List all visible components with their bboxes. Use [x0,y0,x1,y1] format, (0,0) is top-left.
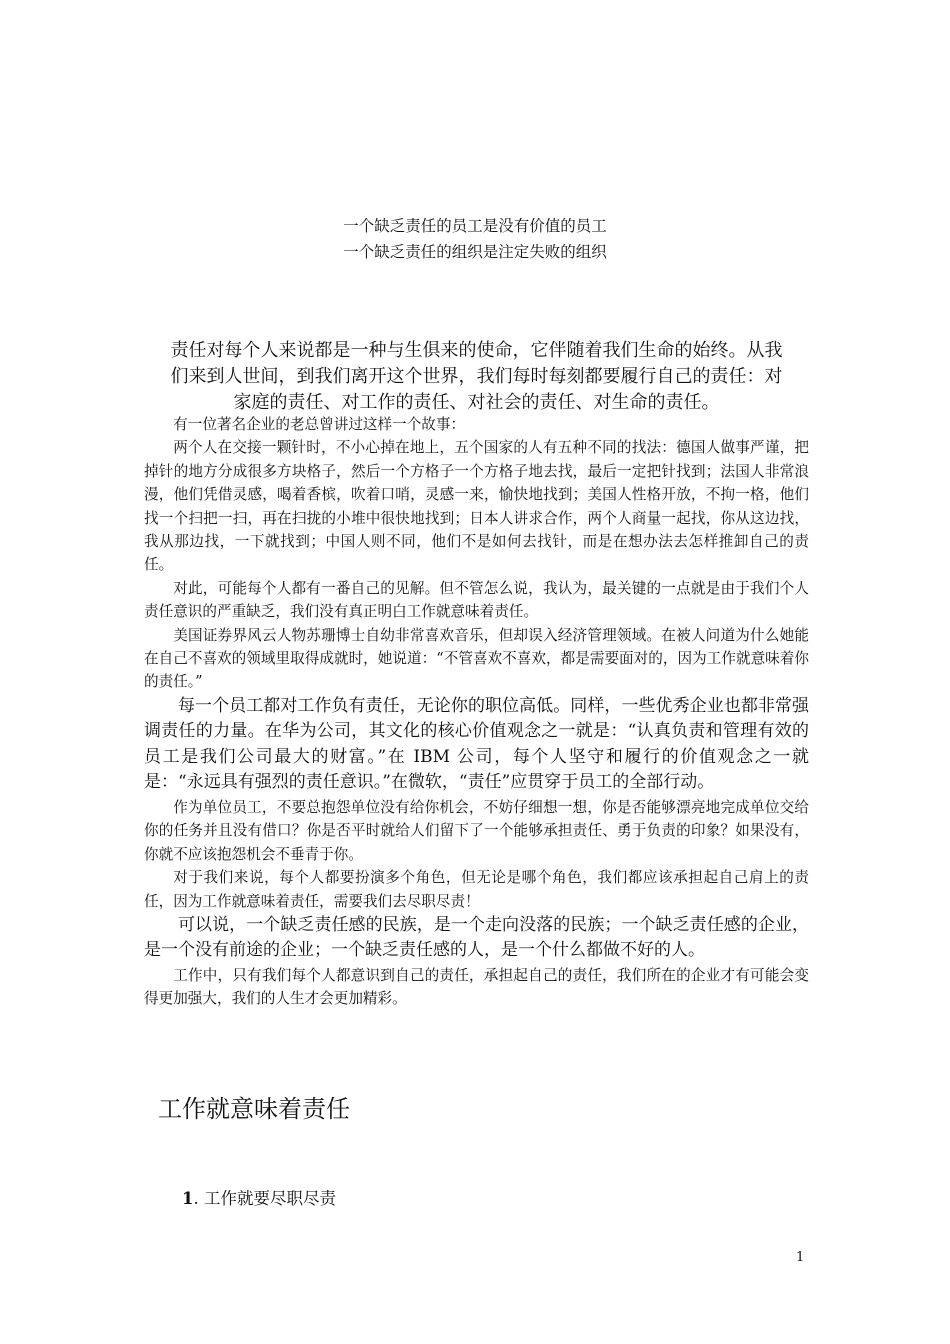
paragraph-nation: 可以说，一个缺乏责任感的民族，是一个走向没落的民族；一个缺乏责任感的企业，是一个没有前途的企业；一个缺乏责任感的人，是一个什么都做不好的人。 [144,914,809,961]
subheading-text: . 工作就要尽职尽责 [193,1189,336,1208]
paragraph-opinion: 对此，可能每个人都有一番自己的见解。但不管怎么说，我认为，最关键的一点就是由于我们个人责任意识的严重缺乏，我们没有真正明白工作就意味着责任。 [144,579,809,621]
paragraph-conclusion: 工作中，只有我们每个人都意识到自己的责任，承担起自己的责任，我们所在的企业才有可能会变得更加强大，我们的人生才会更加精彩。 [144,966,809,1008]
paragraph-needle-story: 两个人在交接一颗针时，不小心掉在地上，五个国家的人有五种不同的找法：德国人做事严谨，把掉针的地方分成很多方块格子，然后一个方格子一个方格子地去找，最后一定把针找到；法国人非常浪漫，他们凭借灵感，喝着香槟，吹着口哨，灵感一来，愉快地找到；美国人性格开放，不拘一格，他们找一个扫把一扫，再在扫拢的小堆中很快地找到；日本人讲求合作，两个人商量一起找，你从这边找，我从那边找，一下就找到；中国人则不同，他们不是如何去找针，而是在想办法去怎样推卸自己的责任。 [144,439,809,574]
intro-paragraph [144,338,809,416]
subheading-number: 1 [182,1189,194,1208]
intro-line-1: 责任对每个人来说都是一种与生俱来的使命，它伴随着我们生命的始终。从我 [170,340,783,361]
paragraph-companies: 每一个员工都对工作负有责任，无论你的职位高低。同样，一些优秀企业也都非常强调责任的力量。在华为公司，其文化的核心价值观念之一就是：“认真负责和管理有效的员工是我们公司最大的财富。”在 IBM 公司，每个人坚守和履行的价值观念之一就是：“永远具有强烈的责任意识。”在微软，“责任”应贯穿于员工的全部行动。 [144,695,809,793]
paragraph-susan: 美国证券界风云人物苏珊博士自幼非常喜欢音乐，但却误入经济管理领域。在被人问道为什么她能在自己不喜欢的领域里取得成就时，她说道：“不管喜欢不喜欢，都是需要面对的，因为工作就意味着你的责任。” [144,626,809,691]
page-number: 1 [796,1250,805,1265]
paragraph-employee: 作为单位员工，不要总抱怨单位没有给你机会，不妨仔细想一想，你是否能够漂亮地完成单位交给你的任务并且没有借口？你是否平时就给人们留下了一个能够承担责任、勇于负责的印象？如果没有，你就不应该抱怨机会不垂青于你。 [144,798,809,863]
epigraph [0,213,950,265]
epigraph-line-1: 一个缺乏责任的员工是没有价值的员工 [343,217,607,235]
intro-line-3: 家庭的责任、对工作的责任、对社会的责任、对生命的责任。 [233,392,720,413]
epigraph-line-2: 一个缺乏责任的组织是注定失败的组织 [343,243,607,261]
paragraph-story-intro: 有一位著名企业的老总曾讲过这样一个故事： [173,416,466,433]
subheading [182,1185,336,1209]
intro-line-2: 们来到人世间，到我们离开这个世界，我们每时每刻都要履行自己的责任：对 [170,366,783,387]
body-text [144,413,809,1011]
paragraph-roles: 对于我们来说，每个人都要扮演多个角色，但无论是哪个角色，我们都应该承担起自己肩上的责任，因为工作就意味着责任，需要我们去尽职尽责！ [144,869,809,910]
section-heading: 工作就意味着责任 [158,1095,350,1123]
